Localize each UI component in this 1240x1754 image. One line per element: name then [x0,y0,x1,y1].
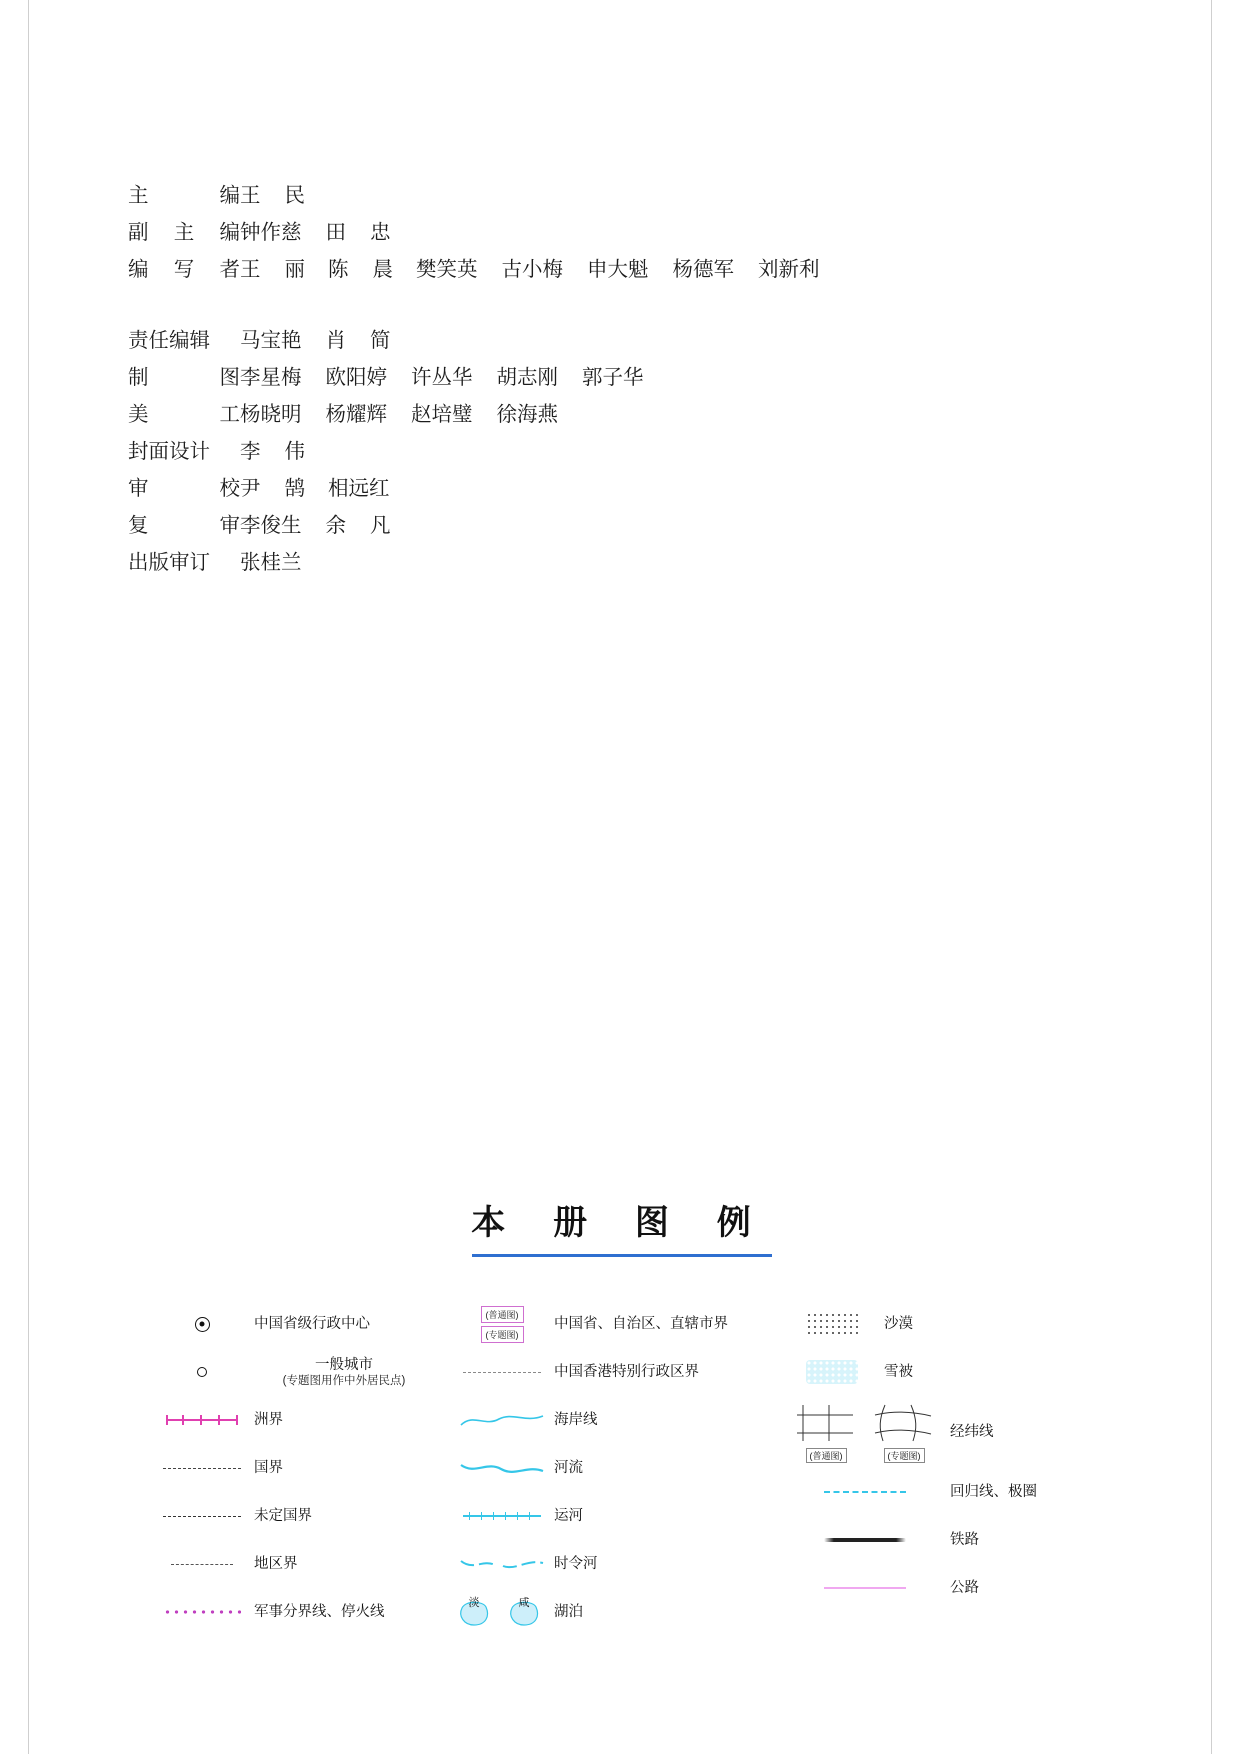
legend-item [780,1348,1110,1396]
legend-item [780,1564,1110,1612]
svg-text:咸: 咸 [518,1596,530,1609]
credit-names [240,397,582,427]
credit-name: 欧阳婷 [325,366,387,389]
legend-column-2 [450,1300,780,1636]
legend-label: 国界 [254,1459,283,1476]
legend-label: 中国省、自治区、直辖市界 [554,1315,728,1332]
legend-label: 运河 [554,1507,583,1524]
credits-spacer [128,289,1028,323]
legend-label: 洲界 [254,1411,283,1428]
legend-column-1 [150,1300,450,1636]
credit-name: 杨德军 [672,258,734,281]
credit-names: 马宝艳 肖 简 [240,323,414,353]
canal-icon [450,1497,554,1535]
hongkong-boundary-icon [450,1353,554,1391]
legend-item [150,1492,450,1540]
credit-name: 杨耀辉 [325,403,387,426]
credit-row [128,215,1028,252]
legend-item [450,1396,780,1444]
credit-name: 郭子华 [582,366,644,389]
tropic-polar-circle-icon [780,1473,950,1511]
legend-label: 未定国界 [254,1507,312,1524]
province-boundary-icon [450,1305,554,1343]
legend-item [150,1444,450,1492]
legend-box-left: (普通图) [806,1448,847,1463]
legend-label: 公路 [950,1579,979,1596]
legend-label: 中国省级行政中心 [254,1315,370,1332]
credit-name: 杨晓明 [240,403,302,426]
legend-item [450,1492,780,1540]
credit-row [128,323,1028,360]
legend-title-underline [472,1254,772,1257]
river-icon [450,1449,554,1487]
credit-names: 王 丽 陈 晨 樊笑英 古小梅 申大魁 杨德军 刘新利 [240,252,844,282]
credit-name: 古小梅 [501,258,563,281]
legend-label: 军事分界线、停火线 [254,1603,385,1620]
credit-row [128,545,1028,582]
credit-row [128,397,1028,434]
credit-name: 刘新利 [758,258,820,281]
legend-item [450,1588,780,1636]
credit-role: 美 工 [128,403,240,426]
credit-role: 编 写 者 [128,258,240,281]
credit-row [128,178,1028,215]
credit-role: 主 编 [128,184,240,207]
credit-name: 李俊生 [240,514,302,537]
legend-columns [150,1300,1110,1636]
general-city-icon [150,1353,254,1391]
legend-item [150,1300,450,1348]
legend-item [150,1588,450,1636]
legend-label: 时令河 [554,1555,598,1572]
seasonal-river-icon [450,1545,554,1583]
credit-role: 复 审 [128,514,240,537]
legend-box-right: (专题图) [884,1448,925,1463]
credit-names [240,545,326,575]
svg-text:淡: 淡 [468,1596,480,1609]
credit-name: 相远红 [328,477,390,500]
credit-names [240,360,668,390]
page-edge-left [28,0,29,1754]
credit-row [128,252,1028,289]
legend-item [780,1516,1110,1564]
legend-item [450,1444,780,1492]
military-demarcation-icon [150,1593,254,1631]
legend-box-top: (普通图) [481,1306,524,1323]
legend-item [150,1396,450,1444]
legend-column-3 [780,1300,1110,1636]
legend-item [780,1468,1110,1516]
region-boundary-icon [150,1545,254,1583]
credit-names: 钟作慈 田 忠 [240,215,414,245]
legend-item [450,1300,780,1348]
credits-block [128,178,1028,582]
legend-sublabel: (专题图用作中外居民点) [282,1374,406,1387]
credit-name: 许丛华 [411,366,473,389]
credit-name: 马宝艳 [240,329,302,352]
legend-label: 海岸线 [554,1411,598,1428]
credit-names: 李俊生 余 凡 [240,508,414,538]
credit-row [128,471,1028,508]
undefined-boundary-icon [150,1497,254,1535]
capital-city-icon [150,1305,254,1343]
coastline-icon [450,1401,554,1439]
credit-name: 徐海燕 [496,403,558,426]
credit-name: 申大魁 [587,258,649,281]
legend-item [780,1396,1110,1468]
legend-item [150,1540,450,1588]
credit-names: 尹 鹄 相远红 [240,471,414,501]
national-boundary-icon [150,1449,254,1487]
credit-names: 李 伟 [240,440,305,463]
legend-label: 地区界 [254,1555,298,1572]
credit-name: 赵培璧 [411,403,473,426]
legend-label: 铁路 [950,1531,979,1548]
legend-label: 回归线、极圈 [950,1483,1037,1500]
credit-row [128,508,1028,545]
legend-label: 经纬线 [950,1423,994,1440]
credit-names: 王 民 [240,184,305,207]
legend-label: 中国香港特别行政区界 [554,1363,699,1380]
legend-item [450,1540,780,1588]
credit-name: 钟作慈 [240,221,302,244]
graticule-icon [780,1397,950,1467]
credit-name: 李星梅 [240,366,302,389]
credit-role: 出版审订 [128,551,210,574]
desert-icon [780,1305,884,1343]
credit-role: 责任编辑 [128,329,210,352]
road-icon [780,1569,950,1607]
legend-item [150,1348,450,1396]
credit-row [128,434,1028,471]
legend-label: 沙漠 [884,1315,913,1332]
railway-icon [780,1521,950,1559]
credit-role: 封面设计 [128,440,210,463]
credit-row [128,360,1028,397]
legend-label: 河流 [554,1459,583,1476]
legend-item [780,1300,1110,1348]
credit-name: 张桂兰 [240,551,302,574]
snow-cover-icon [780,1353,884,1391]
credit-role: 审 校 [128,477,240,500]
credit-role: 副 主 编 [128,221,240,244]
credit-name: 樊笑英 [416,258,478,281]
credit-name: 胡志刚 [496,366,558,389]
legend-label: 湖泊 [554,1603,583,1620]
lake-icon [450,1593,554,1631]
legend-box-bottom: (专题图) [481,1326,524,1343]
page-edge-right [1211,0,1212,1754]
legend-label: 雪被 [884,1363,913,1380]
legend-label: 一般城市 (专题图用作中外居民点) [254,1356,434,1389]
legend-title: 本 册 图 例 [471,1203,769,1243]
continent-boundary-icon [150,1401,254,1439]
legend-item [450,1348,780,1396]
credit-role: 制 图 [128,366,240,389]
